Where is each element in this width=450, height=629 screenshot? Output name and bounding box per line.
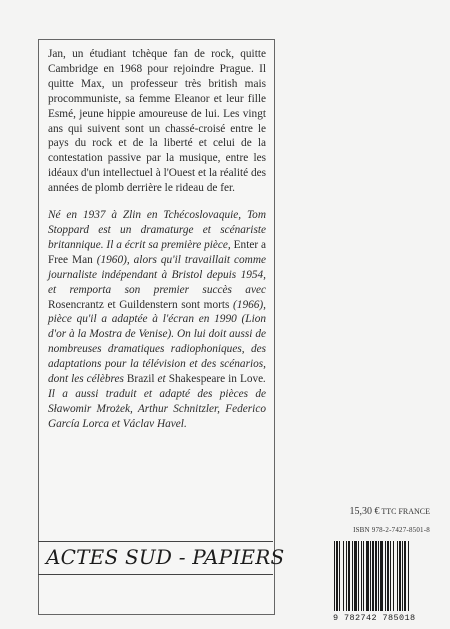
bio-text-2: (1960), alors qu'il travaillait comme journaliste indépendant à Bristol depuis 1954, et remporta son premier succès avec bbox=[48, 253, 266, 296]
bio-text-1: Né en 1937 à Zlin en Tchécoslovaquie, Tom Stoppard est un dramaturge et scénariste britannique. Il a écrit sa première pièce, bbox=[48, 209, 266, 251]
publisher-rule-top bbox=[38, 541, 273, 542]
price-suffix: TTC FRANCE bbox=[381, 507, 430, 516]
price bbox=[349, 506, 430, 517]
isbn: ISBN 978-2-7427-8501-8 bbox=[353, 526, 430, 534]
price-amount: 15,30 € bbox=[349, 506, 380, 517]
text-block bbox=[48, 47, 266, 432]
bio-title-3: Brazil bbox=[126, 373, 155, 386]
barcode-icon bbox=[333, 541, 430, 611]
bio-title-1: Enter a Free Man bbox=[48, 238, 267, 266]
author-bio bbox=[48, 208, 266, 432]
barcode-digits: 9 782742 785018 bbox=[333, 613, 416, 623]
bio-text-4: et bbox=[154, 373, 169, 386]
publisher-logo bbox=[38, 541, 285, 575]
publisher-rule-bottom bbox=[38, 574, 273, 575]
bio-title-2: Rosencrantz et Guildenstern sont morts bbox=[48, 298, 230, 311]
publisher-name: ACTES SUD - PAPIERS bbox=[46, 545, 285, 569]
bio-title-4: Shakespeare in Love bbox=[168, 373, 264, 386]
bio-text-5: . Il a aussi traduit et adapté des pièces de Sławomir Mrożek, Arthur Schnitzler, Federico García Lorca et Václav Havel. bbox=[48, 373, 266, 430]
synopsis-paragraph: Jan, un étudiant tchèque fan de rock, quitte Cambridge en 1968 pour rejoindre Prague. Il quitte Max, un professeur très british mais procommuniste, sa femme Eleanor et leur fille Esmé, jeune hippie amoureuse de lui. Les vingt ans qui suivent sont un chassé-croisé entre le pays du rock et de la liberté et celui de la contestation passive par la musique, entre les idéaux d'un intellectuel à l'Ouest et la réalité des années de plomb derrière le rideau de fer. bbox=[48, 48, 267, 195]
bio-text-3: (1966), pièce qu'il a adaptée à l'écran en 1990 (Lion d'or à la Mostra de Venise). On lui doit aussi de nombreuses dramatiques radiophoniques, des adaptations pour la télévision et des scénarios, dont les célèbres bbox=[48, 298, 266, 386]
